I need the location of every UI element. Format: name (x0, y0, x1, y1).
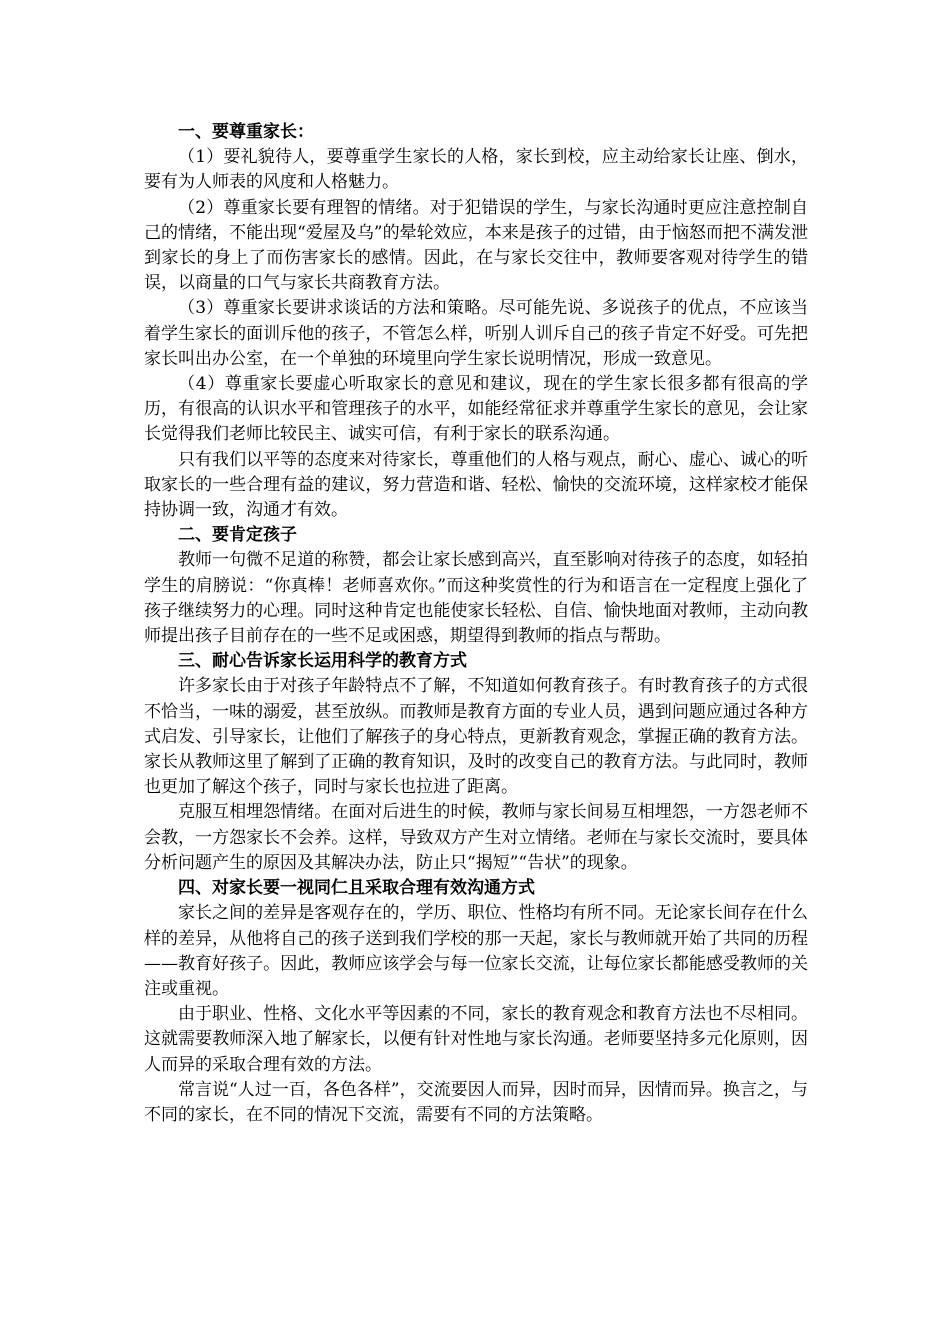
paragraph: 由于职业、性格、文化水平等因素的不同，家长的教育观念和教育方法也不尽相同。这就需要教师深入地了解家长，以便有针对性地与家长沟通。老师要坚持多元化原则，因人而异的采取合理有效的方法。 (144, 1004, 808, 1075)
paragraph: （3）尊重家长要讲求谈话的方法和策略。尽可能先说、多说孩子的优点，不应该当着学生家长的面训斥他的孩子，不管怎么样，听别人训斥自己的孩子肯定不好受。可先把家长叫出办公室，在一个单独的环境里向学生家长说明情况，形成一致意见。 (144, 298, 808, 369)
paragraph: 许多家长由于对孩子年龄特点不了解，不知道如何教育孩子。有时教育孩子的方式很不恰当，一味的溺爱，甚至放纵。而教师是教育方面的专业人员，遇到问题应通过各种方式启发、引导家长，让他们了解孩子的身心特点，更新教育观念，掌握正确的教育方法。家长从教师这里了解到了正确的教育知识，及时的改变自己的教育方法。与此同时，教师也更加了解这个孩子，同时与家长也拉进了距离。 (144, 676, 808, 798)
section-heading-2: 二、要肯定孩子 (178, 525, 297, 546)
paragraph: （4）尊重家长要虚心听取家长的意见和建议，现在的学生家长很多都有很高的学历，有很高的认识水平和管理孩子的水平，如能经常征求并尊重学生家长的意见，会让家长觉得我们老师比较民主、诚实可信，有利于家长的联系沟通。 (144, 374, 808, 445)
section-heading-4: 四、对家长要一视同仁且采取合理有效沟通方式 (178, 878, 535, 899)
paragraph: 家长之间的差异是客观存在的，学历、职位、性格均有所不同。无论家长间存在什么样的差异，从他将自己的孩子送到我们学校的那一天起，家长与教师就开始了共同的历程——教育好孩子。因此，教师应该学会与每一位家长交流，让每位家长都能感受教师的关注或重视。 (144, 903, 808, 999)
paragraph: 教师一句微不足道的称赞，都会让家长感到高兴，直至影响对待孩子的态度，如轻拍学生的肩膀说：“你真棒！老师喜欢你。”而这种奖赏性的行为和语言在一定程度上强化了孩子继续努力的心理。同时这种肯定也能使家长轻松、自信、愉快地面对教师，主动向教师提出孩子目前存在的一些不足或困惑，期望得到教师的指点与帮助。 (144, 550, 808, 647)
section-heading-1: 一、要尊重家长： (178, 122, 314, 142)
paragraph: （2）尊重家长要有理智的情绪。对于犯错误的学生，与家长沟通时更应注意控制自己的情绪，不能出现“爱屋及乌”的晕轮效应，本来是孩子的过错，由于恼怒而把不满发泄到家长的身上了而伤害家长的感情。因此，在与家长交往中，教师要客观对待学生的错误，以商量的口气与家长共商教育方法。 (144, 197, 808, 294)
paragraph: 常言说“人过一百，各色各样”，交流要因人而异，因时而异，因情而异。换言之，与不同的家长，在不同的情况下交流，需要有不同的方法策略。 (144, 1079, 808, 1125)
document-body (144, 120, 808, 1128)
paragraph: （1）要礼貌待人，要尊重学生家长的人格，家长到校，应主动给家长让座、倒水，要有为人师表的风度和人格魅力。 (144, 147, 808, 193)
paragraph: 克服互相埋怨情绪。在面对后进生的时候，教师与家长间易互相埋怨，一方怨老师不会教，一方怨家长不会养。这样，导致双方产生对立情绪。老师在与家长交流时，要具体分析问题产生的原因及其解决办法，防止只“揭短”“告状”的现象。 (144, 802, 808, 873)
section-heading-3: 三、耐心告诉家长运用科学的教育方式 (178, 651, 467, 672)
paragraph: 只有我们以平等的态度来对待家长，尊重他们的人格与观点，耐心、虚心、诚心的听取家长的一些合理有益的建议，努力营造和谐、轻松、愉快的交流环境，这样家校才能保持协调一致，沟通才有效。 (144, 449, 808, 521)
